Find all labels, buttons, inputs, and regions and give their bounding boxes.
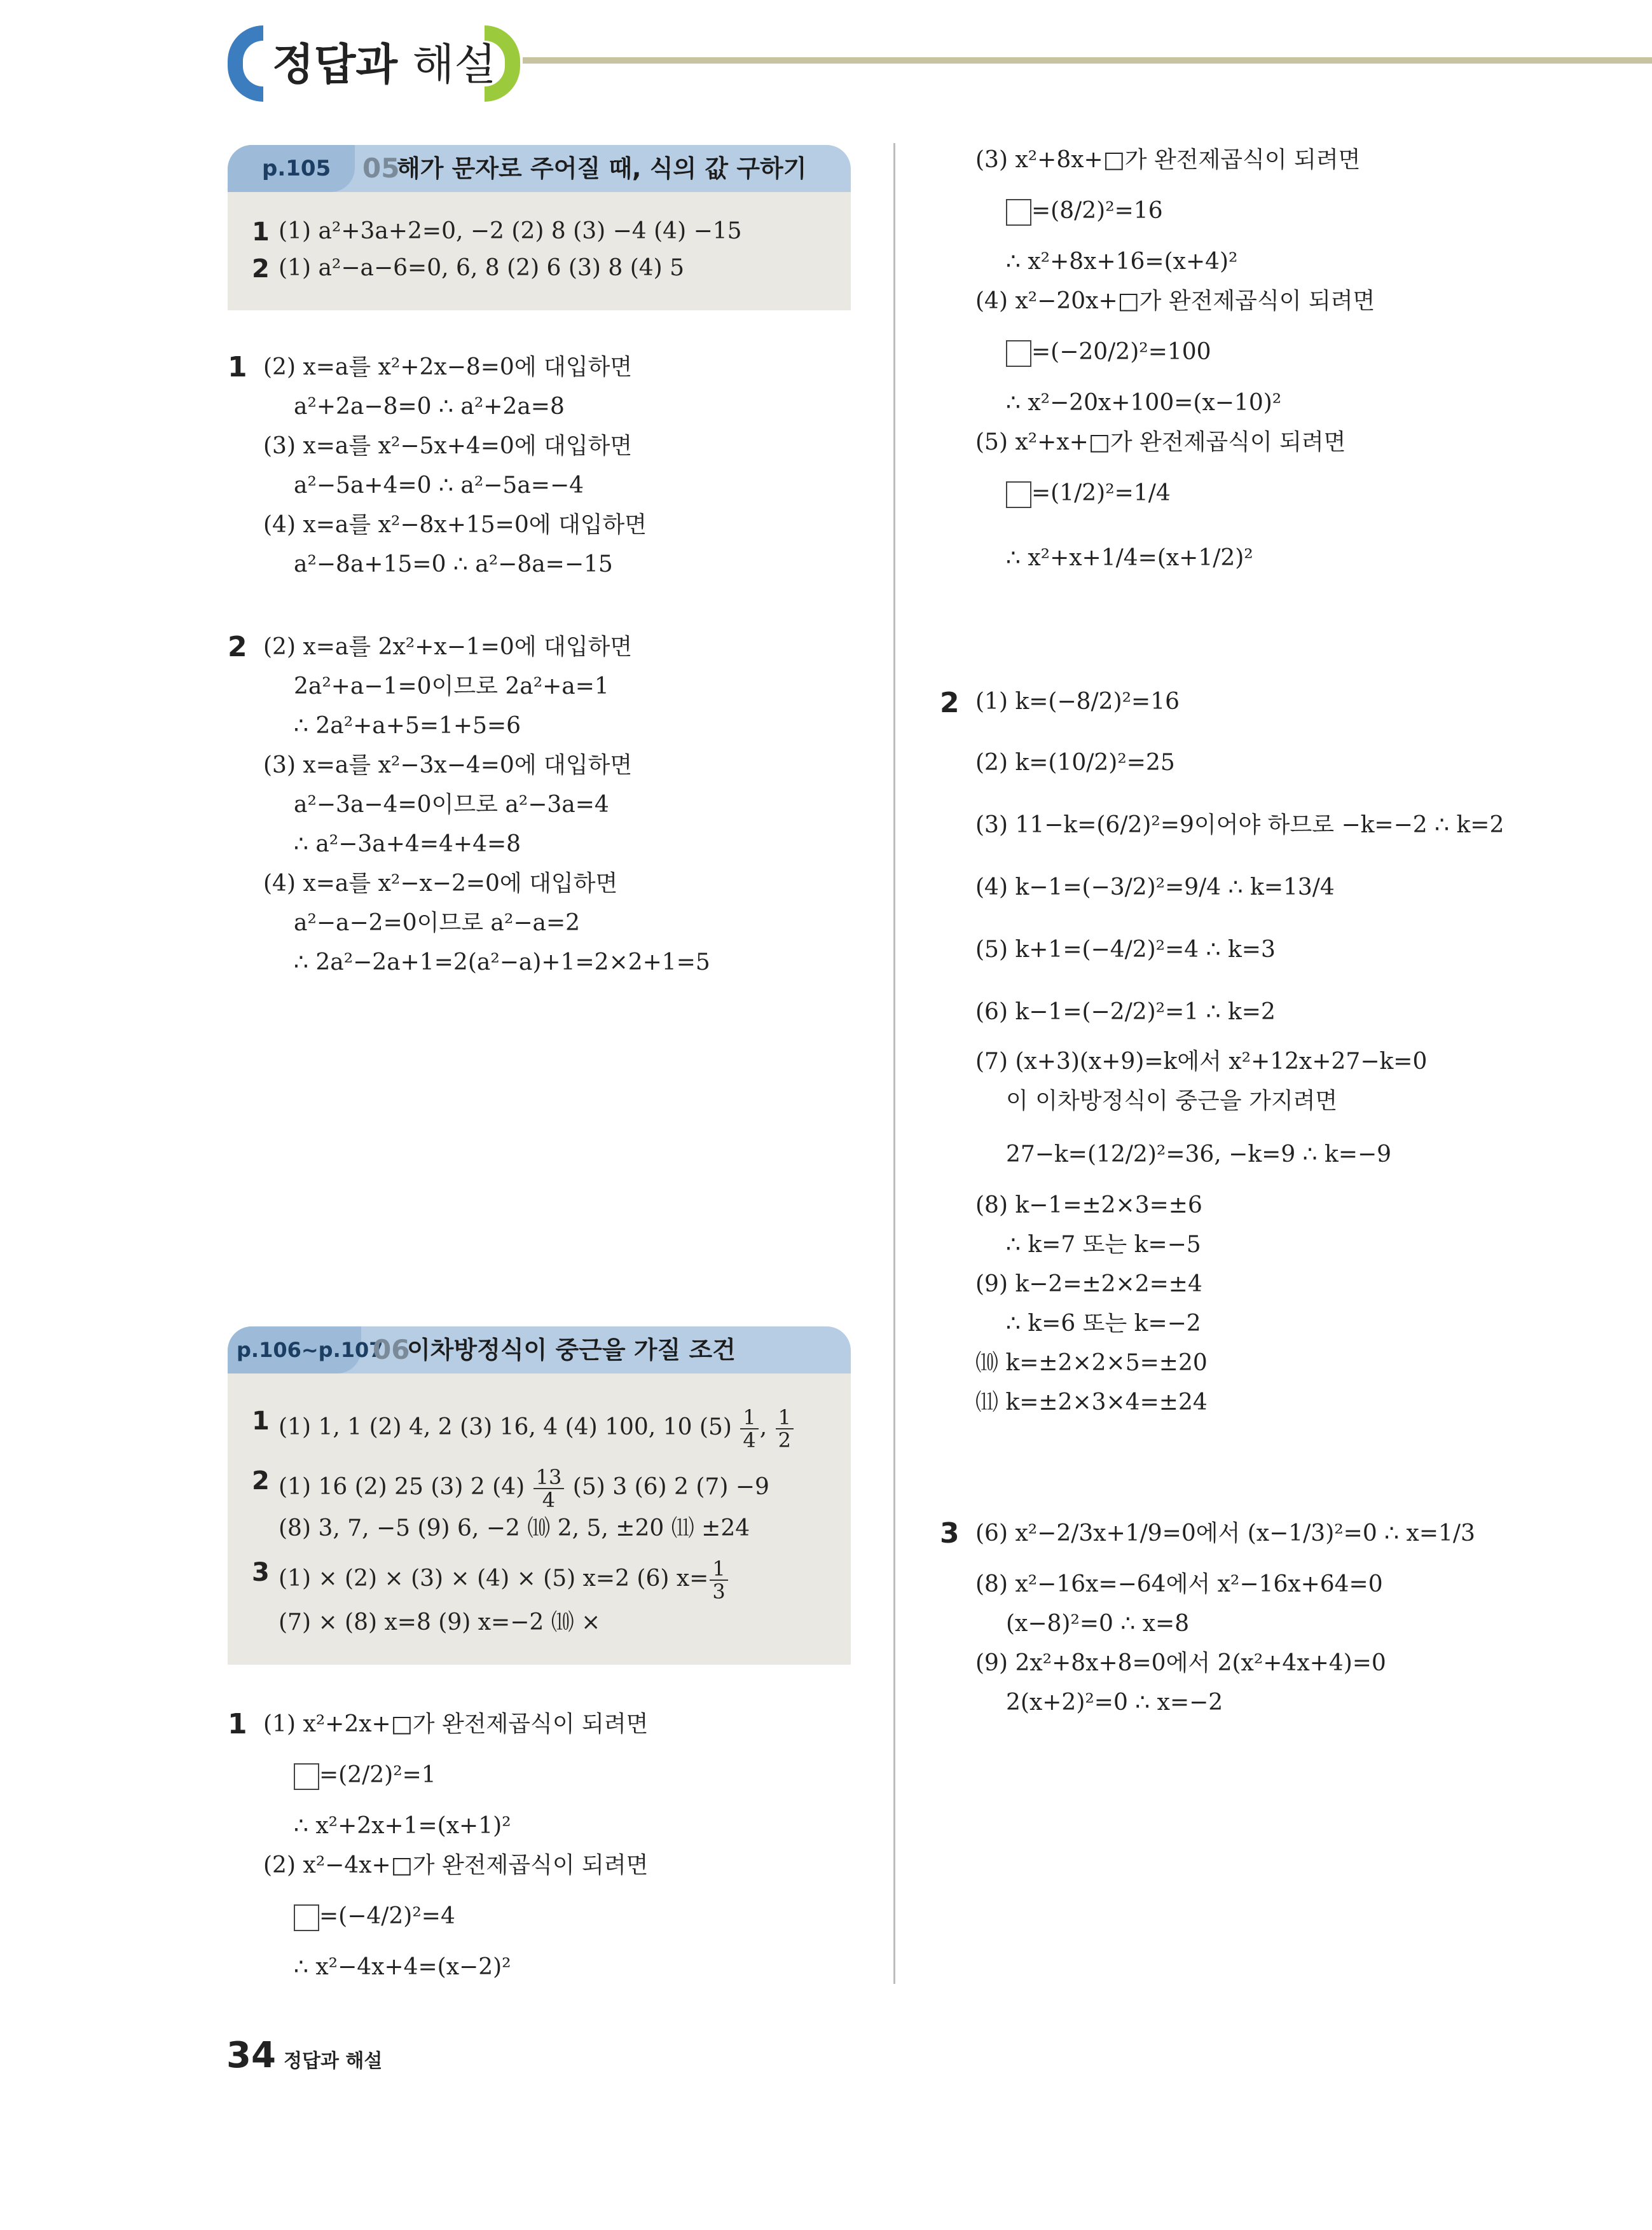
- page-ref: p.105: [262, 156, 331, 181]
- blank-box-icon: [294, 1904, 319, 1931]
- page-ref: p.106~p.107: [237, 1338, 383, 1362]
- solution-line: (2) x=a를 2x²+x−1=0에 대입하면: [263, 634, 633, 660]
- solution-line: 27−k=(12/2)²=36, −k=9 ∴ k=−9: [1006, 1141, 1392, 1167]
- question-number: 2: [940, 687, 960, 719]
- question-number: 2: [228, 631, 247, 663]
- section-05-answers: [228, 192, 851, 310]
- solution-line: a²−a−2=0이므로 a²−a=2: [294, 910, 581, 936]
- header-left-bracket-icon: [228, 25, 263, 102]
- solution-line: (3) 11−k=(6/2)²=9이어야 하므로 −k=−2 ∴ k=2: [975, 812, 1504, 838]
- solution-line: (7) (x+3)(x+9)=k에서 x²+12x+27−k=0: [975, 1049, 1428, 1075]
- solution-line: (2) x=a를 x²+2x−8=0에 대입하면: [263, 354, 633, 380]
- section-number: 05: [362, 153, 400, 184]
- answer-label: 3: [252, 1558, 270, 1587]
- solution-line: (4) k−1=(−3/2)²=9/4 ∴ k=13/4: [975, 874, 1335, 900]
- solution-line: (4) x=a를 x²−x−2=0에 대입하면: [263, 871, 618, 897]
- solution-line: a²−3a−4=0이므로 a²−3a=4: [294, 792, 609, 818]
- solution-line: =(8/2)²=16: [1006, 197, 1163, 226]
- section-title: 해가 문자로 주어질 때, 식의 값 구하기: [397, 155, 807, 182]
- answer-line: (1) a²+3a+2=0, −2 (2) 8 (3) −4 (4) −15: [279, 218, 742, 244]
- solution-line: (1) x²+2x+□가 완전제곱식이 되려면: [263, 1711, 649, 1737]
- column-divider: [893, 143, 895, 1984]
- answer-line: (7) × (8) x=8 (9) x=−2 ⑽ ×: [279, 1609, 601, 1635]
- section-06-answers: [228, 1373, 851, 1665]
- solution-line: (9) 2x²+8x+8=0에서 2(x²+4x+4)=0: [975, 1650, 1386, 1676]
- solution-line: ∴ a²−3a+4=4+4=8: [294, 831, 521, 857]
- solution-line: 2(x+2)²=0 ∴ x=−2: [1006, 1690, 1223, 1716]
- answer-line: (8) 3, 7, −5 (9) 6, −2 ⑽ 2, 5, ±20 ⑾ ±24: [279, 1515, 750, 1541]
- solution-line: =(1/2)²=1/4: [1006, 479, 1171, 508]
- solution-line: (3) x=a를 x²−3x−4=0에 대입하면: [263, 752, 633, 778]
- answer-label: 1: [252, 217, 270, 247]
- solution-line: a²−5a+4=0 ∴ a²−5a=−4: [294, 472, 584, 499]
- header-rule: [523, 57, 1652, 64]
- solution-line: ∴ k=7 또는 k=−5: [1006, 1232, 1201, 1258]
- header-right-bracket-icon: [485, 25, 520, 102]
- solution-line: ∴ k=6 또는 k=−2: [1006, 1311, 1201, 1337]
- blank-box-icon: [1006, 481, 1031, 508]
- solution-line: a²+2a−8=0 ∴ a²+2a=8: [294, 394, 565, 420]
- solution-line: ∴ x²+8x+16=(x+4)²: [1006, 249, 1238, 275]
- question-number: 1: [228, 1708, 247, 1740]
- solution-line: (4) x=a를 x²−8x+15=0에 대입하면: [263, 512, 647, 538]
- blank-box-icon: [294, 1763, 319, 1790]
- solution-line: =(2/2)²=1: [294, 1761, 436, 1790]
- answer-line: (1) a²−a−6=0, 6, 8 (2) 6 (3) 8 (4) 5: [279, 255, 685, 281]
- solution-line: (x−8)²=0 ∴ x=8: [1006, 1611, 1190, 1637]
- solution-line: 이 이차방정식이 중근을 가지려면: [1006, 1088, 1338, 1114]
- solution-line: (9) k−2=±2×2=±4: [975, 1271, 1202, 1297]
- solution-line: (8) x²−16x=−64에서 x²−16x+64=0: [975, 1571, 1383, 1597]
- solution-line: (3) x=a를 x²−5x+4=0에 대입하면: [263, 433, 633, 459]
- solution-line: ⑾ k=±2×3×4=±24: [975, 1389, 1208, 1415]
- solution-line: (6) k−1=(−2/2)²=1 ∴ k=2: [975, 999, 1276, 1025]
- solution-line: ∴ x²+x+1/4=(x+1/2)²: [1006, 545, 1253, 571]
- question-number: 1: [228, 351, 247, 383]
- solution-line: 2a²+a−1=0이므로 2a²+a=1: [294, 673, 609, 699]
- solution-line: ∴ x²−20x+100=(x−10)²: [1006, 390, 1282, 416]
- answer-line: (1) × (2) × (3) × (4) × (5) x=2 (6) x= $\frac{1}{3}$: [279, 1558, 729, 1602]
- solution-line: (6) x²−2/3x+1/9=0에서 (x−1/3)²=0 ∴ x=1/3: [975, 1520, 1475, 1546]
- solution-line: ∴ 2a²−2a+1=2(a²−a)+1=2×2+1=5: [294, 949, 710, 975]
- section-title: 이차방정식이 중근을 가질 조건: [407, 1336, 736, 1364]
- solution-line: a²−8a+15=0 ∴ a²−8a=−15: [294, 551, 613, 577]
- section-05-header: [228, 145, 851, 192]
- solution-line: (4) x²−20x+□가 완전제곱식이 되려면: [975, 288, 1375, 314]
- blank-box-icon: [1006, 199, 1031, 226]
- blank-box-icon: [1006, 340, 1031, 367]
- solution-line: (2) x²−4x+□가 완전제곱식이 되려면: [263, 1852, 649, 1878]
- solution-line: (2) k=(10/2)²=25: [975, 750, 1175, 776]
- answer-label: 2: [252, 1466, 270, 1496]
- answer-label: 2: [252, 254, 270, 284]
- solution-line: ∴ x²−4x+4=(x−2)²: [294, 1954, 511, 1980]
- section-number: 06: [373, 1334, 410, 1365]
- answer-line: (1) 16 (2) 25 (3) 2 (4) $\frac{13}{4}$ (5) 3 (6) 2 (7) −9: [279, 1465, 769, 1512]
- page-number: 34: [226, 2035, 276, 2076]
- solution-line: ⑽ k=±2×2×5=±20: [975, 1350, 1208, 1376]
- solution-line: ∴ 2a²+a+5=1+5=6: [294, 713, 521, 739]
- solution-line: (3) x²+8x+□가 완전제곱식이 되려면: [975, 147, 1361, 173]
- solution-line: =(−20/2)²=100: [1006, 338, 1211, 367]
- page-title: 정답과 해설: [272, 40, 497, 90]
- solution-line: (5) k+1=(−4/2)²=4 ∴ k=3: [975, 937, 1276, 963]
- footer-label: 정답과 해설: [284, 2050, 383, 2072]
- solution-line: (1) k=(−8/2)²=16: [975, 689, 1180, 715]
- solution-line: =(−4/2)²=4: [294, 1903, 455, 1931]
- solution-line: (5) x²+x+□가 완전제곱식이 되려면: [975, 429, 1346, 455]
- section-06-header: [228, 1326, 851, 1373]
- solution-line: (8) k−1=±2×3=±6: [975, 1192, 1202, 1218]
- question-number: 3: [940, 1517, 960, 1550]
- solution-line: ∴ x²+2x+1=(x+1)²: [294, 1813, 511, 1839]
- answer-label: 1: [252, 1407, 270, 1436]
- answer-line: (1) 1, 1 (2) 4, 2 (3) 16, 4 (4) 100, 10 (5) $\frac{1}{4}$ , $\frac{1}{2}$: [279, 1407, 795, 1451]
